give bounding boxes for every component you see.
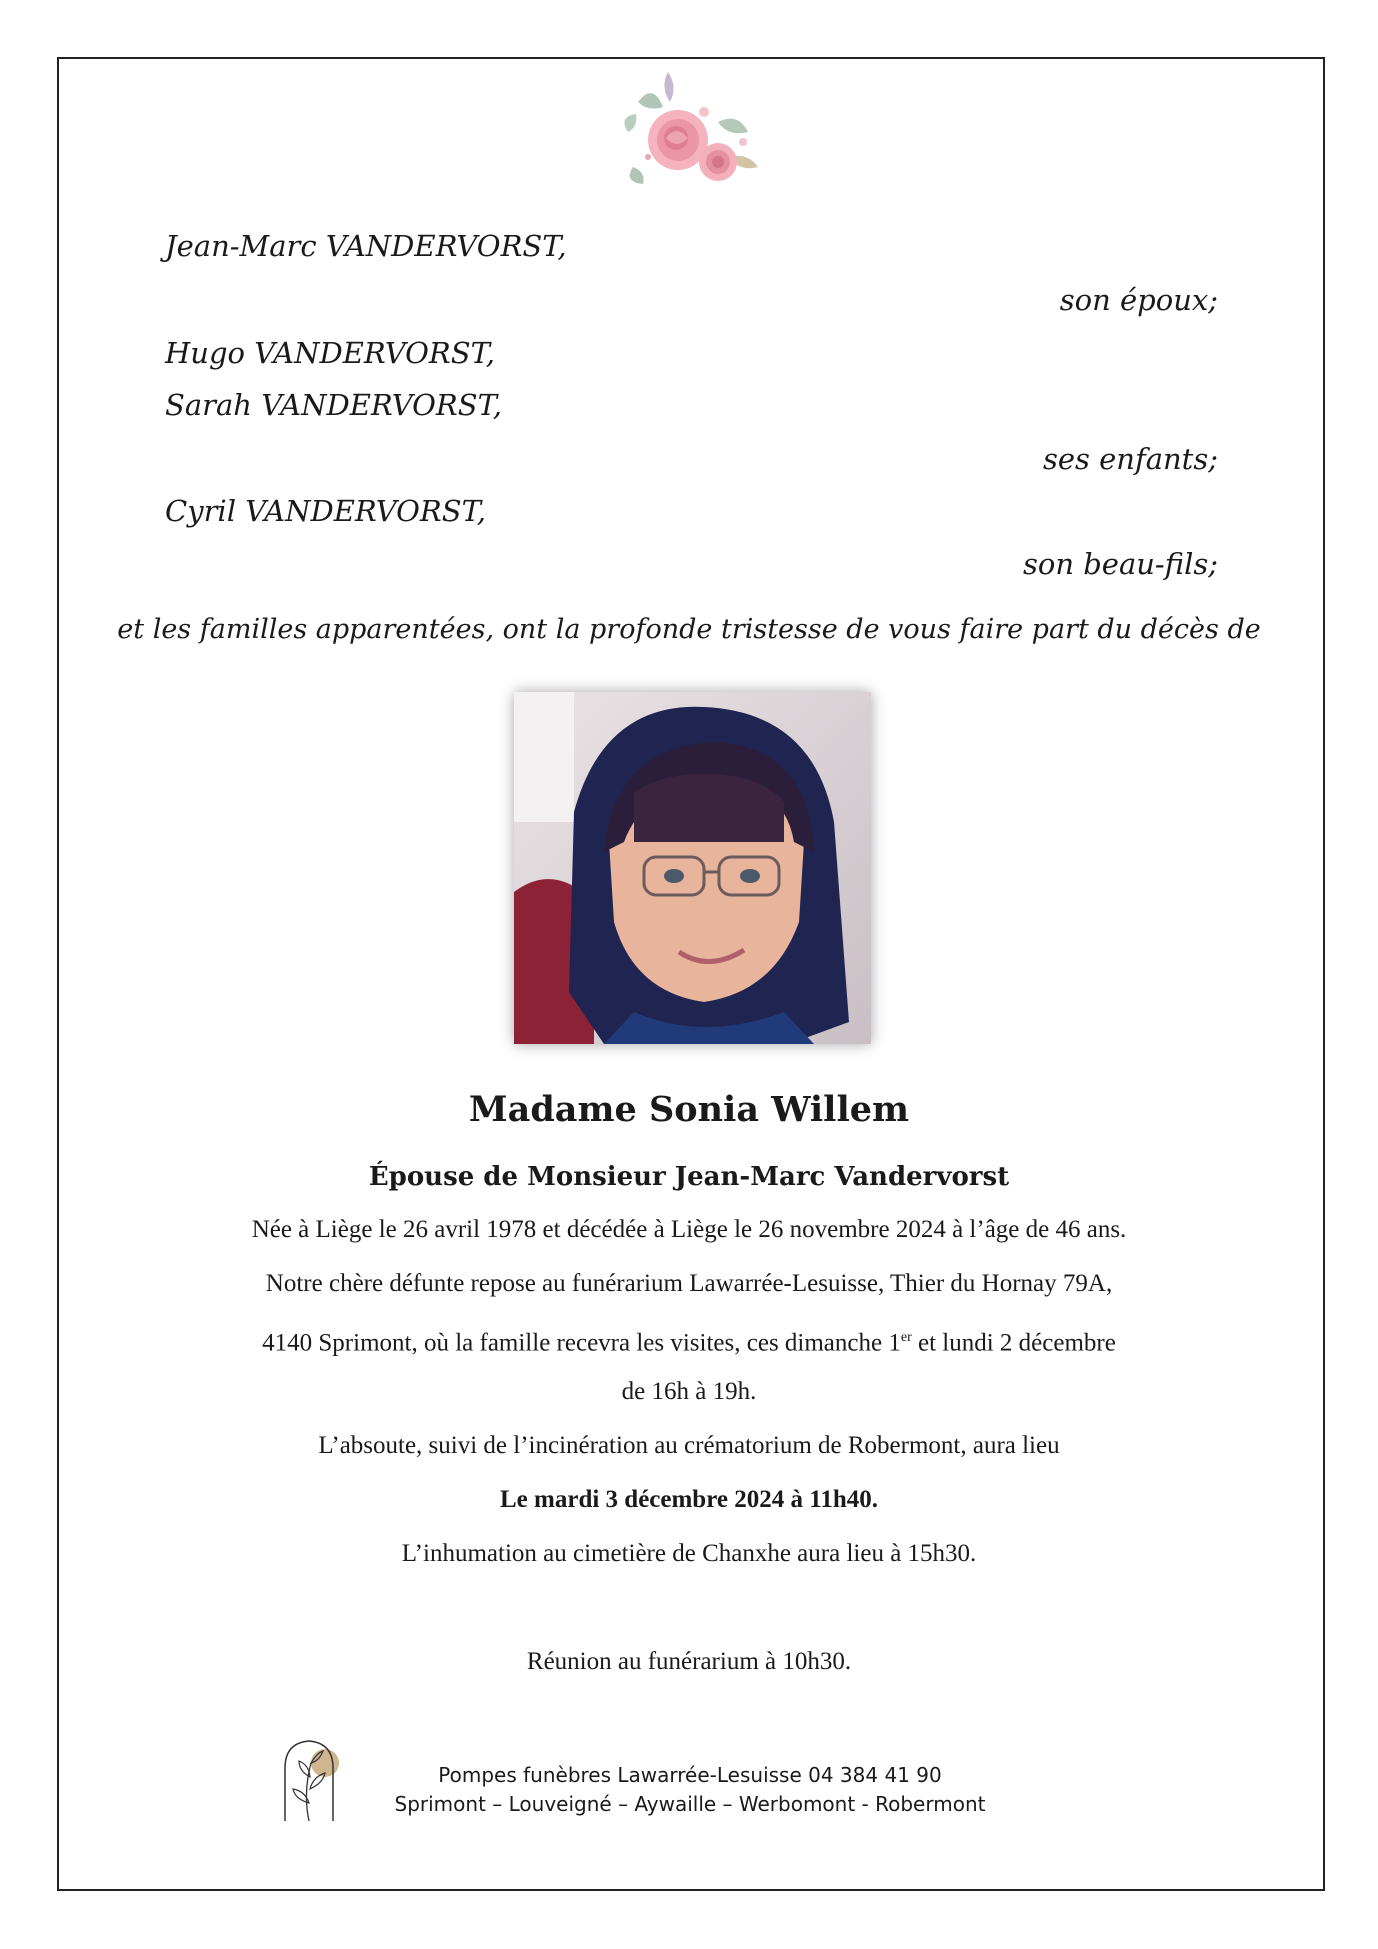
family-name-child-2: Sarah VANDERVORST,: [165, 388, 502, 422]
meeting-line: Réunion au funérarium à 10h30.: [526, 1648, 852, 1675]
announcement-intro: et les familles apparentées, ont la profonde tristesse de vous faire part du décès de: [117, 614, 1261, 645]
funeral-home-logo-icon: [273, 1733, 345, 1825]
ceremony-line: L’absoute, suivi de l’incinération au crématorium de Robermont, aura lieu: [318, 1432, 1060, 1459]
deceased-name: Madame Sonia Willem: [468, 1089, 910, 1130]
family-name-spouse: Jean-Marc VANDERVORST,: [165, 229, 567, 263]
rest-line-3: de 16h à 19h.: [621, 1378, 757, 1405]
footer-locations: Sprimont – Louveigné – Aywaille – Werbomont - Robermont: [394, 1792, 986, 1816]
rest-line-2-end: et lundi 2 décembre: [911, 1329, 1116, 1357]
family-relation-spouse: son époux;: [1059, 283, 1218, 317]
rose-ornament-icon: [608, 62, 768, 212]
family-relation-son-in-law: son beau-fils;: [1023, 547, 1218, 581]
family-name-son-in-law: Cyril VANDERVORST,: [165, 494, 486, 528]
burial-line: L’inhumation au cimetière de Chanxhe aura lieu à 15h30.: [401, 1540, 977, 1567]
portrait-photo: [514, 692, 871, 1044]
rest-line-2: [100, 1322, 1278, 1359]
footer-funeral-home: Pompes funèbres Lawarrée-Lesuisse 04 384 41 90: [438, 1763, 942, 1787]
birth-death-line: Née à Liège le 26 avril 1978 et décédée à Liège le 26 novembre 2024 à l’âge de 46 ans.: [251, 1216, 1127, 1243]
ceremony-date: Le mardi 3 décembre 2024 à 11h40.: [500, 1486, 878, 1513]
family-relation-children: ses enfants;: [1043, 442, 1218, 476]
rest-line-1: Notre chère défunte repose au funérarium Lawarrée-Lesuisse, Thier du Hornay 79A,: [265, 1270, 1113, 1297]
family-name-child-1: Hugo VANDERVORST,: [165, 336, 495, 370]
ordinal-superscript: er: [900, 1330, 912, 1345]
rest-line-2-start: 4140 Sprimont, où la famille recevra les visites, ces dimanche 1: [262, 1329, 901, 1357]
deceased-spouse-line: Épouse de Monsieur Jean-Marc Vandervorst: [368, 1162, 1010, 1192]
